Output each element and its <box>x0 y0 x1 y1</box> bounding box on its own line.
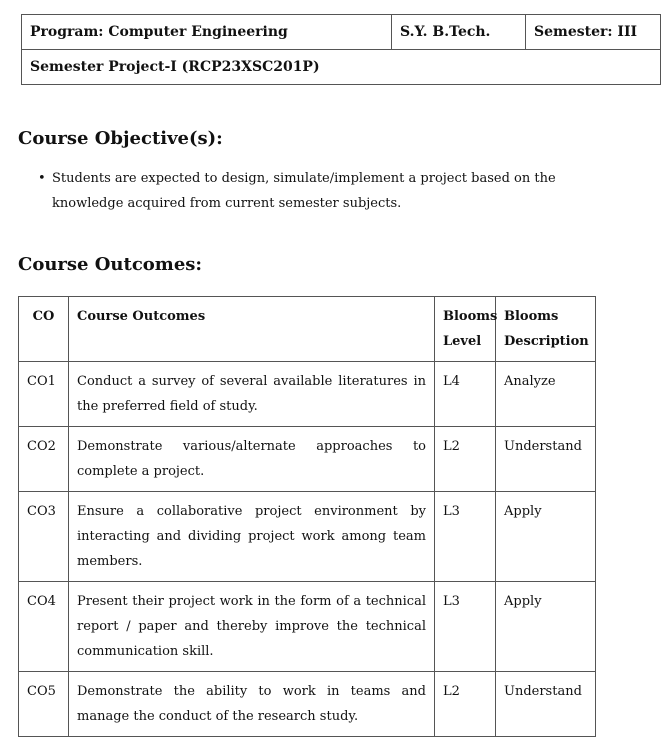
table-row <box>19 427 596 492</box>
co-id: CO3 <box>19 492 69 582</box>
co-text: Demonstrate the ability to work in teams and manage the conduct of the research study. <box>69 672 435 737</box>
header-row-2 <box>22 50 661 85</box>
co-description: Understand <box>496 427 596 492</box>
co-text: Conduct a survey of several available literatures in the preferred field of study. <box>69 362 435 427</box>
co-level: L2 <box>435 672 496 737</box>
table-row <box>19 672 596 737</box>
col-header-co: CO <box>19 297 69 362</box>
table-row <box>19 582 596 672</box>
objectives-list <box>38 166 628 216</box>
table-row <box>19 362 596 427</box>
objectives-heading: Course Objective(s): <box>18 128 223 149</box>
semester-cell: Semester: III <box>526 15 661 50</box>
course-header-table <box>21 14 661 85</box>
course-title-cell: Semester Project-I (RCP23XSC201P) <box>22 50 661 85</box>
col-header-level: Blooms Level <box>435 297 496 362</box>
co-level: L2 <box>435 427 496 492</box>
co-description: Understand <box>496 672 596 737</box>
co-id: CO1 <box>19 362 69 427</box>
co-id: CO5 <box>19 672 69 737</box>
co-description: Apply <box>496 582 596 672</box>
co-description: Apply <box>496 492 596 582</box>
co-level: L3 <box>435 582 496 672</box>
co-description: Analyze <box>496 362 596 427</box>
co-level: L3 <box>435 492 496 582</box>
course-outcomes-table <box>18 296 596 737</box>
header-row-1 <box>22 15 661 50</box>
co-id: CO2 <box>19 427 69 492</box>
co-id: CO4 <box>19 582 69 672</box>
co-text: Ensure a collaborative project environment by interacting and dividing project work among team members. <box>69 492 435 582</box>
co-text: Present their project work in the form of a technical report / paper and thereby improve the technical communication skill. <box>69 582 435 672</box>
outcomes-heading: Course Outcomes: <box>18 254 203 275</box>
table-header-row <box>19 297 596 362</box>
program-cell: Program: Computer Engineering <box>22 15 392 50</box>
year-cell: S.Y. B.Tech. <box>392 15 526 50</box>
bullet-icon: • <box>38 171 46 186</box>
col-header-outcome: Course Outcomes <box>69 297 435 362</box>
objective-text: Students are expected to design, simulate/implement a project based on the knowledge acquired from current semester subjects. <box>52 171 556 211</box>
co-text: Demonstrate various/alternate approaches to complete a project. <box>69 427 435 492</box>
col-header-description: Blooms Description <box>496 297 596 362</box>
objective-item <box>38 166 628 216</box>
co-level: L4 <box>435 362 496 427</box>
table-row <box>19 492 596 582</box>
